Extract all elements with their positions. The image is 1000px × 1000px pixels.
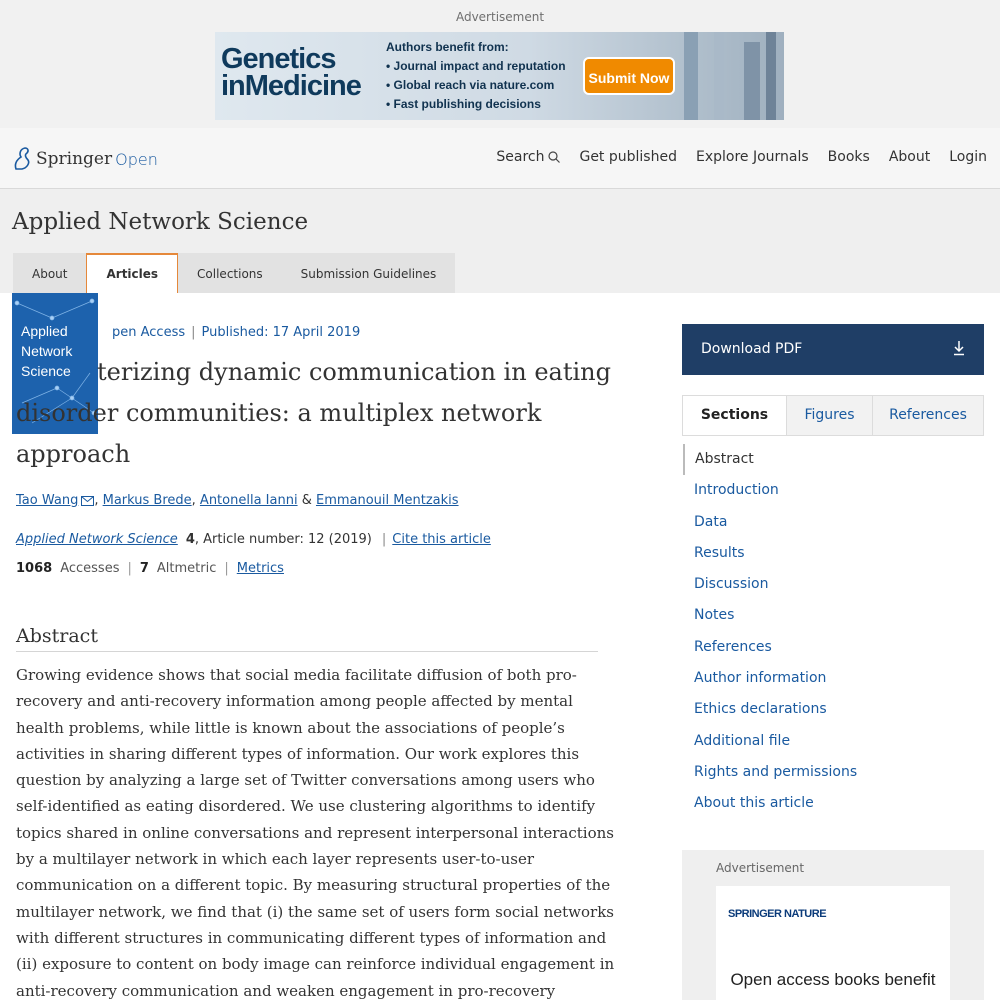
tab-sections[interactable]: Sections: [683, 396, 786, 435]
nav-login[interactable]: Login: [949, 149, 987, 165]
nav-search[interactable]: Search: [477, 149, 560, 165]
journal-title[interactable]: Applied Network Science: [12, 209, 309, 235]
nav-get-published[interactable]: Get published: [579, 149, 677, 165]
site-header: [0, 128, 1000, 189]
author-link[interactable]: Antonella Ianni: [199, 493, 298, 508]
ad-label: Advertisement: [455, 10, 545, 24]
toc-notes[interactable]: Notes: [694, 607, 735, 624]
ad-banner[interactable]: [215, 32, 784, 120]
toc-discussion[interactable]: Discussion: [694, 576, 769, 593]
author-link[interactable]: Markus Brede: [102, 493, 192, 508]
springer-horse-icon: [12, 145, 32, 173]
separator: |: [381, 532, 387, 547]
tab-collections[interactable]: Collections: [178, 253, 282, 293]
accesses-label: Accesses: [60, 561, 120, 576]
metrics-link[interactable]: Metrics: [236, 561, 284, 576]
springer-nature-logo: SPRINGER NATURE: [728, 908, 827, 920]
tab-submission-guidelines[interactable]: Submission Guidelines: [282, 253, 456, 293]
author-link[interactable]: Emmanouil Mentzakis: [315, 493, 459, 508]
volume: 4: [185, 532, 195, 547]
separator: |: [224, 561, 229, 576]
toc-introduction[interactable]: Introduction: [694, 482, 779, 499]
article-meta: [112, 325, 360, 340]
accesses-count: 1068: [16, 561, 53, 576]
lab-equipment-icon: [674, 32, 784, 120]
mail-icon[interactable]: [81, 496, 94, 506]
altmetric-count: 7: [139, 561, 149, 576]
citation-line: [16, 532, 491, 547]
ad-text: Open access books benefit: [730, 970, 936, 989]
cover-title: Applied Network Science: [21, 323, 73, 379]
journal-header: [0, 189, 1000, 293]
sidebar-tabs: [682, 395, 984, 436]
main-nav: [458, 149, 987, 165]
search-icon: [548, 151, 560, 163]
toc-additional-file[interactable]: Additional file: [694, 732, 791, 749]
nav-about[interactable]: About: [888, 149, 931, 165]
tab-references[interactable]: References: [872, 396, 983, 435]
ad-label: Advertisement: [716, 861, 805, 875]
article-number: , Article number: 12 (2019): [194, 532, 372, 547]
open-access-label: pen Access: [112, 325, 186, 340]
author-list: Tao Wang , Markus Brede , Antonella Ianni & Emmanouil Mentzakis: [16, 493, 459, 508]
abstract-heading: Abstract: [16, 625, 598, 652]
ad-box[interactable]: [716, 886, 950, 1000]
nav-explore-journals[interactable]: Explore Journals: [695, 149, 809, 165]
tab-about[interactable]: About: [13, 253, 86, 293]
nav-books[interactable]: Books: [827, 149, 870, 165]
top-advertisement: [0, 0, 1000, 128]
article-metrics: [16, 561, 284, 576]
published-date: Published: 17 April 2019: [201, 325, 361, 340]
toc-abstract[interactable]: Abstract: [683, 444, 983, 475]
separator: |: [127, 561, 132, 576]
ad-brand: Genetics inMedicine: [221, 43, 361, 102]
section-toc: [683, 444, 983, 820]
toc-references[interactable]: References: [694, 638, 772, 655]
sidebar-advertisement: [682, 850, 984, 1000]
tab-articles[interactable]: Articles: [86, 253, 178, 293]
author-link[interactable]: Tao Wang: [16, 493, 79, 508]
toc-author-information[interactable]: Author information: [694, 670, 827, 687]
separator: |: [191, 325, 196, 340]
cite-this-article-link[interactable]: Cite this article: [392, 532, 491, 547]
article-title: terizing dynamic communication in eating disorder communities: a multiplex network approach: [16, 358, 611, 468]
download-icon: [953, 340, 965, 356]
springer-open-logo[interactable]: Springer Open: [12, 144, 158, 174]
ad-bullets: Authors benefit from: • Journal impact and reputation • Global reach via nature.com • Fast publishing decisions: [386, 40, 566, 111]
journal-tabs: [13, 253, 455, 293]
abstract-text: Growing evidence shows that social media facilitate diffusion of both pro-recovery and anti-recovery information among people affected by mental health problems, while little is known about the associations of people’s activities in sharing different types of information. Our work explores this question by analyzing a large set of Twitter conversations among users who self-identified as eating disordered. We use clustering algorithms to identify topics shared in online conversations and represent interpersonal interactions by a multilayer network in which each layer represents user-to-user communication on a different topic. By measuring structural properties of the multilayer network, we find that (i) the same set of users form social networks with different structures in communicating different types of information and (ii) exposure to content on body image can reinforce individual engagement in anti-recovery communication and weaken engagement in pro-recovery: [16, 666, 615, 1000]
journal-link[interactable]: Applied Network Science: [16, 532, 178, 547]
toc-data[interactable]: Data: [694, 513, 728, 530]
toc-ethics-declarations[interactable]: Ethics declarations: [694, 701, 827, 718]
ad-submit-button[interactable]: Submit Now: [583, 57, 675, 95]
toc-rights-and-permissions[interactable]: Rights and permissions: [694, 763, 858, 780]
tab-figures[interactable]: Figures: [786, 396, 872, 435]
download-pdf-button[interactable]: Download PDF: [682, 324, 984, 375]
toc-results[interactable]: Results: [694, 544, 745, 561]
altmetric-label: Altmetric: [156, 561, 217, 576]
toc-about-this-article[interactable]: About this article: [694, 795, 814, 812]
